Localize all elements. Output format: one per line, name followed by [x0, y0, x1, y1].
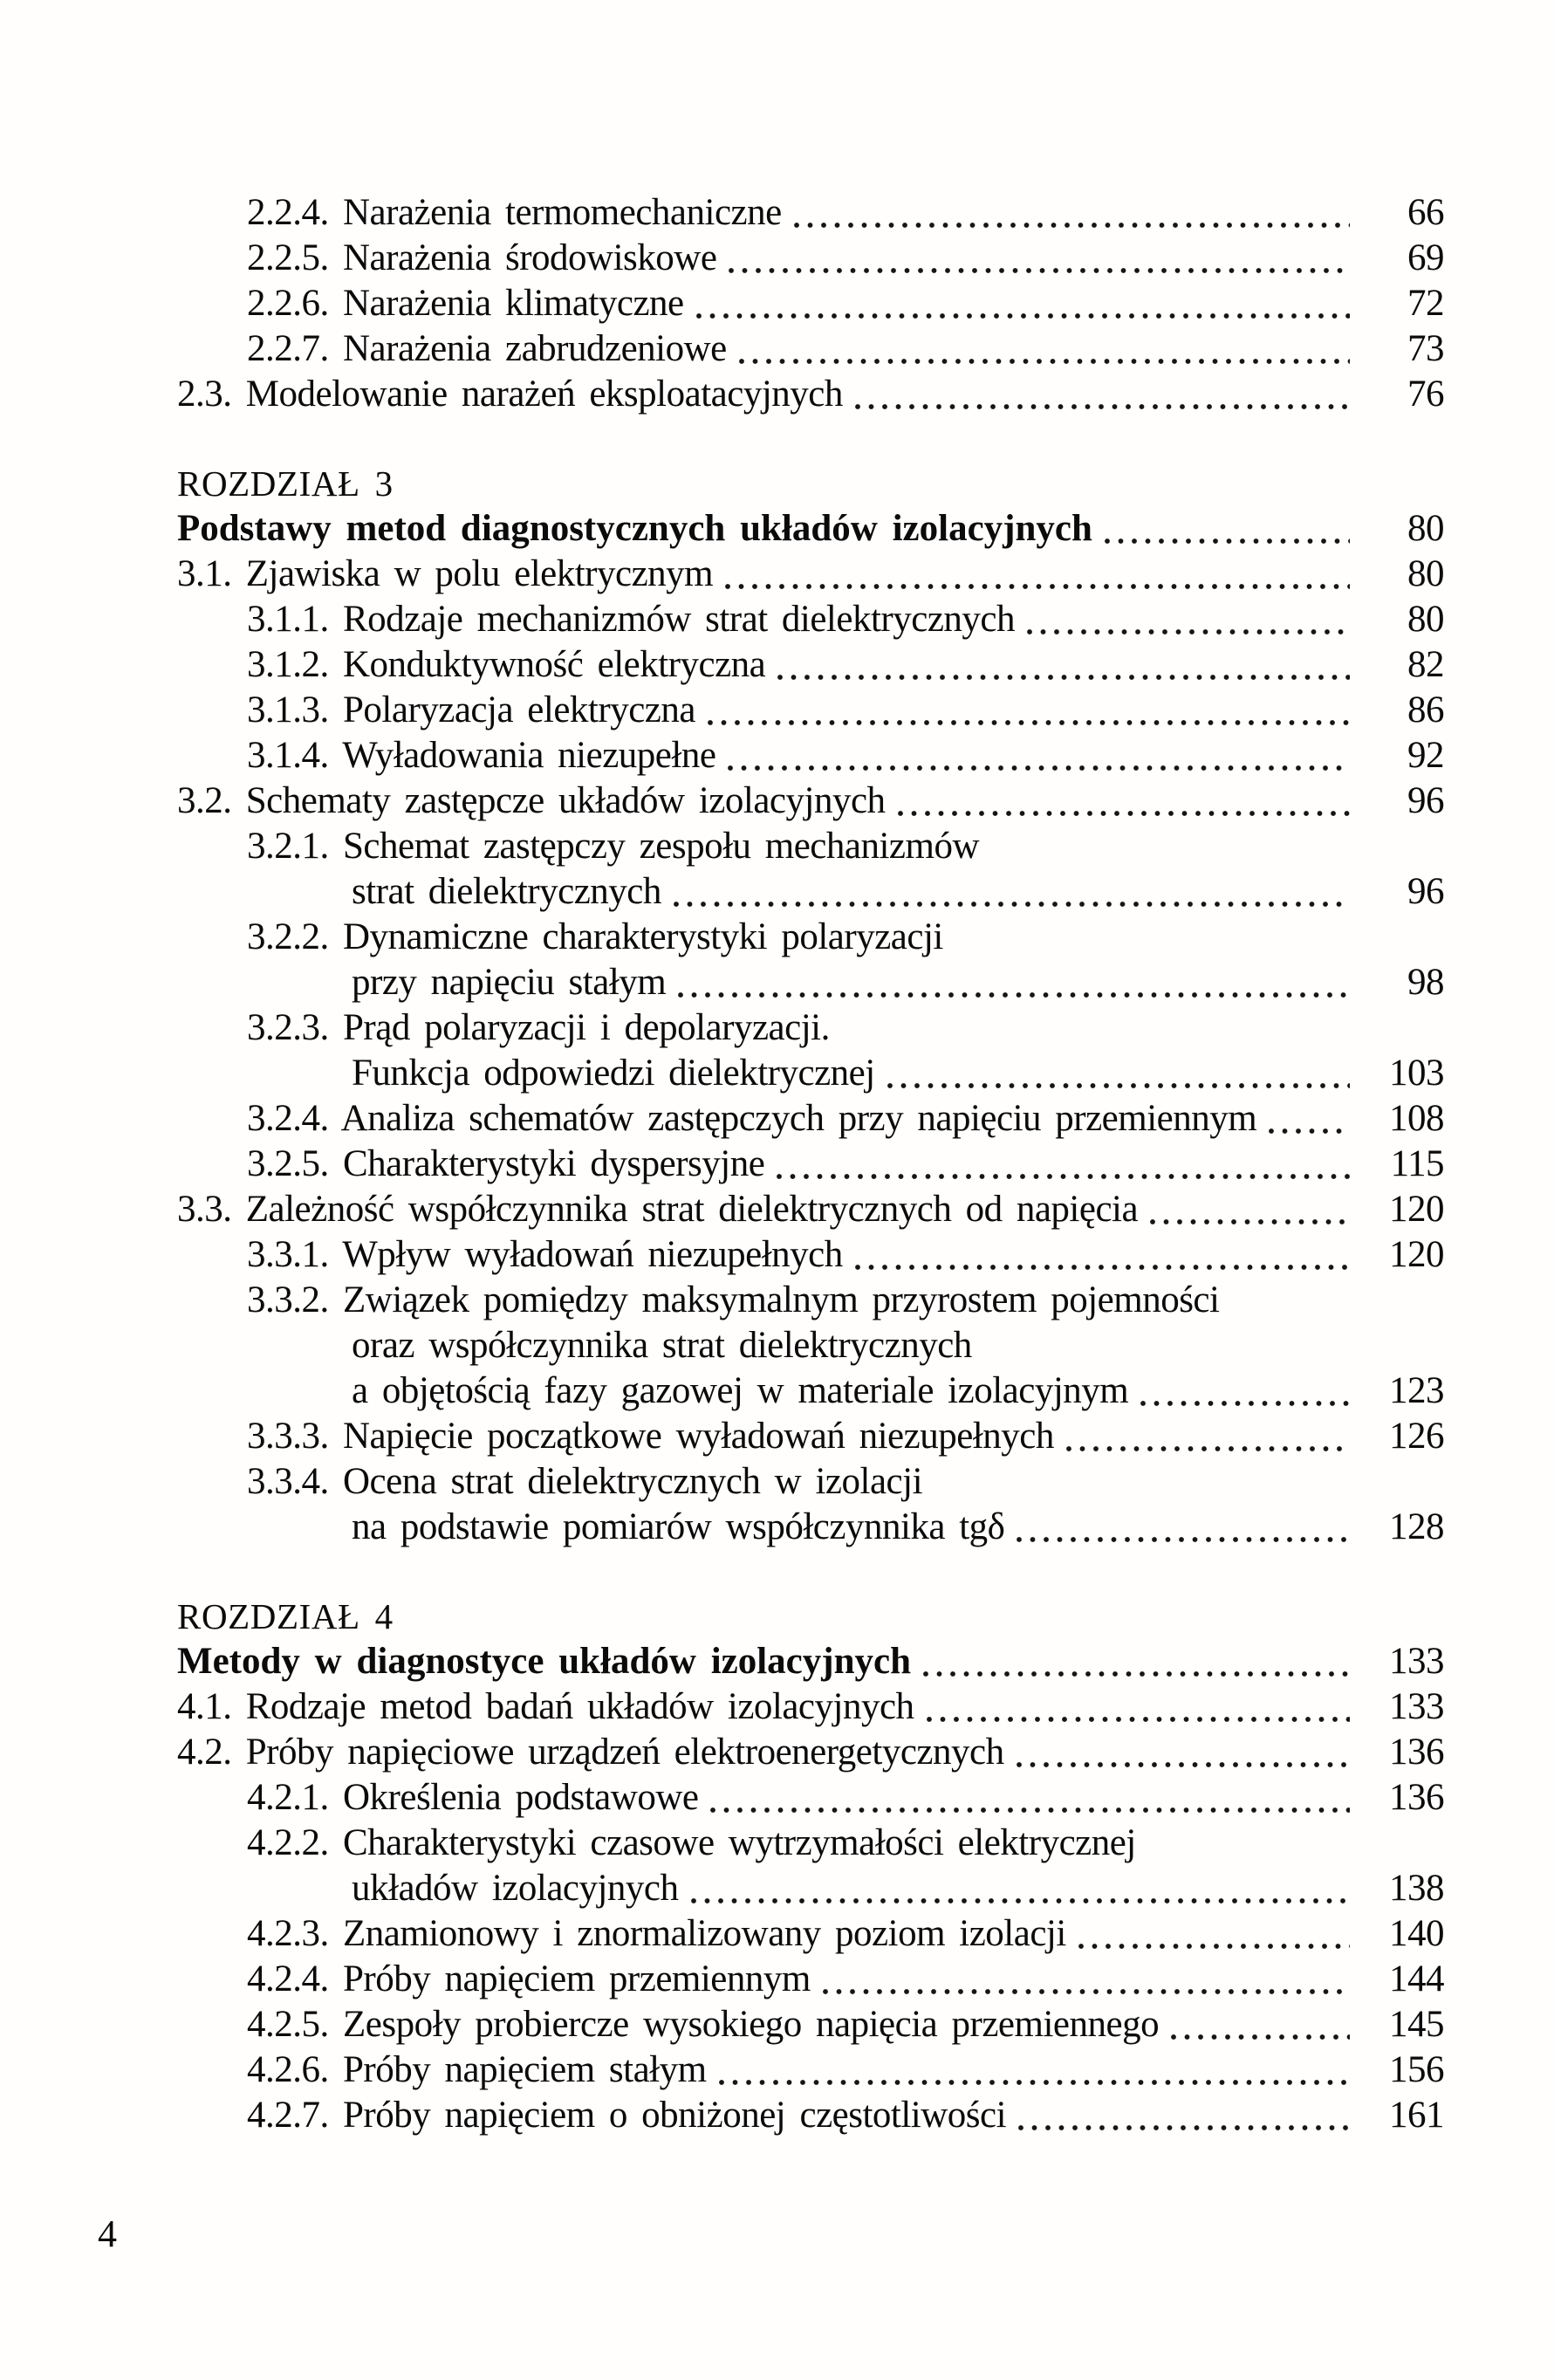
toc-entry-title: 2.2.4. Narażenia termomechaniczne	[247, 192, 782, 233]
toc-entry-title: 3.1.4. Wyładowania niezupełne	[247, 735, 716, 776]
toc-entry-page: 123	[1389, 1370, 1444, 1411]
toc-entry-title: 4.2.4. Próby napięciem przemiennym	[247, 1958, 811, 1999]
toc-entry-title: 3.3.3. Napięcie początkowe wyładowań niezupełnych	[247, 1416, 1054, 1457]
dot-leader	[777, 642, 1350, 688]
dot-leader	[691, 1866, 1350, 1911]
toc-entry-title: 3.2.2. Dynamiczne charakterystyki polaryzacji	[247, 916, 943, 957]
toc-entry-page: 92	[1407, 735, 1444, 776]
toc-entry-page: 80	[1407, 553, 1444, 594]
toc-entry-title: oraz współczynnika strat dielektrycznych	[352, 1325, 972, 1366]
toc-entry	[177, 778, 1444, 824]
dot-leader	[1105, 506, 1350, 552]
toc-entry-title: 2.3. Modelowanie narażeń eksploatacyjnych	[177, 374, 843, 415]
dot-leader	[898, 778, 1350, 824]
toc-entry-title: Metody w diagnostyce układów izolacyjnych	[177, 1641, 911, 1682]
toc-entry-page: 108	[1389, 1098, 1444, 1139]
toc-entry-page: 86	[1407, 689, 1444, 730]
toc-entry-title: 3.2.5. Charakterystyki dyspersyjne	[247, 1143, 765, 1184]
toc-entry-page: 69	[1407, 237, 1444, 278]
dot-leader	[728, 733, 1350, 778]
toc-entry	[177, 2093, 1444, 2138]
toc-entry	[177, 1187, 1444, 1232]
toc-entry	[177, 1368, 1444, 1414]
toc-entry-title: 4.2.7. Próby napięciem o obniżonej częstotliwości	[247, 2095, 1007, 2136]
dot-leader	[1018, 2093, 1350, 2138]
toc-entry-title: 4.2.3. Znamionowy i znormalizowany poziom izolacji	[247, 1913, 1066, 1954]
toc-entry-page: 128	[1389, 1506, 1444, 1547]
toc-entry-page: 73	[1407, 328, 1444, 369]
toc-entry	[177, 869, 1444, 915]
toc-entry	[177, 1639, 1444, 1684]
chapter-label: ROZDZIAŁ 4	[177, 1596, 394, 1636]
toc-entry-page: 156	[1389, 2049, 1444, 2090]
toc-entry-page: 136	[1389, 1777, 1444, 1818]
toc-entry-page: 103	[1389, 1053, 1444, 1094]
toc-entry-title: 4.2.2. Charakterystyki czasowe wytrzymałości elektrycznej	[247, 1822, 1136, 1863]
toc-entry	[177, 1278, 1444, 1323]
dot-leader	[710, 1775, 1350, 1821]
dot-leader	[1017, 1730, 1350, 1775]
chapter-label: ROZDZIAŁ 3	[177, 463, 394, 504]
dot-leader	[708, 688, 1350, 733]
toc-entry-title: 4.1. Rodzaje metod badań układów izolacyjnych	[177, 1686, 914, 1727]
toc-entry-page: 161	[1389, 2095, 1444, 2136]
toc-entry-page: 80	[1407, 599, 1444, 640]
toc-entry-title: 4.2.1. Określenia podstawowe	[247, 1777, 699, 1818]
dot-leader	[927, 1684, 1350, 1730]
toc-entry-title: 2.2.6. Narażenia klimatyczne	[247, 283, 684, 324]
toc-entry	[177, 1051, 1444, 1096]
dot-leader	[1017, 1505, 1350, 1550]
toc-entry	[177, 1232, 1444, 1278]
toc-entry	[177, 1866, 1444, 1911]
toc-entry	[177, 824, 1444, 869]
toc-entry-title: na podstawie pomiarów współczynnika tgδ	[352, 1506, 1005, 1547]
toc-entry	[177, 1957, 1444, 2002]
dot-leader	[678, 960, 1350, 1005]
toc-entry	[177, 552, 1444, 597]
toc-entry	[177, 2002, 1444, 2047]
dot-leader	[777, 1142, 1350, 1187]
dot-leader	[887, 1051, 1350, 1096]
toc-entry	[177, 642, 1444, 688]
dot-leader	[855, 1232, 1350, 1278]
toc-entry-title: 4.2.6. Próby napięciem stałym	[247, 2049, 707, 2090]
toc-entry-page: 140	[1389, 1913, 1444, 1954]
toc-entry-page: 96	[1407, 871, 1444, 912]
toc-entry	[177, 1459, 1444, 1505]
toc-entry	[177, 1142, 1444, 1187]
dot-leader	[823, 1957, 1350, 2002]
toc-entry-title: 3.1.2. Konduktywność elektryczna	[247, 644, 766, 685]
toc-entry-title: 3.3.4. Ocena strat dielektrycznych w izolacji	[247, 1461, 923, 1502]
toc-entry-title: 2.2.5. Narażenia środowiskowe	[247, 237, 717, 278]
toc-entry-title: 3.2.4. Analiza schematów zastępczych przy napięciu przemiennym	[247, 1098, 1257, 1139]
dot-leader	[696, 281, 1350, 326]
toc-entry	[177, 281, 1444, 326]
dot-leader	[739, 326, 1350, 372]
toc-entry-title: 3.1. Zjawiska w polu elektrycznym	[177, 553, 714, 594]
toc-entry	[177, 1730, 1444, 1775]
toc-entry-title: 3.2. Schematy zastępcze układów izolacyjnych	[177, 780, 886, 821]
toc-entry-page: 72	[1407, 283, 1444, 324]
toc-entry	[177, 733, 1444, 778]
dot-leader	[1150, 1187, 1350, 1232]
toc-entry-page: 120	[1389, 1189, 1444, 1230]
toc-entry	[177, 960, 1444, 1005]
toc-entry-title: 3.1.1. Rodzaje mechanizmów strat dielektrycznych	[247, 599, 1015, 640]
toc-entry	[177, 1323, 1444, 1368]
toc-entry	[177, 236, 1444, 281]
dot-leader	[1066, 1414, 1350, 1459]
toc-entry-page: 76	[1407, 374, 1444, 415]
toc-entry-page: 145	[1389, 2004, 1444, 2045]
toc-entry-title: 3.1.3. Polaryzacja elektryczna	[247, 689, 695, 730]
toc-entry	[177, 1414, 1444, 1459]
toc-entry	[177, 1684, 1444, 1730]
toc-entry-title: Podstawy metod diagnostycznych układów izolacyjnych	[177, 508, 1092, 549]
toc-entry	[177, 326, 1444, 372]
toc-entry-page: 133	[1389, 1686, 1444, 1727]
toc-chapter-heading	[177, 1594, 1444, 1639]
toc-entry-title: 3.2.1. Schemat zastępczy zespołu mechanizmów	[247, 826, 980, 867]
toc-entry-title: a objętością fazy gazowej w materiale izolacyjnym	[352, 1370, 1129, 1411]
toc-entry-page: 66	[1407, 192, 1444, 233]
toc-entry-title: 4.2. Próby napięciowe urządzeń elektroenergetycznych	[177, 1732, 1004, 1773]
dot-leader	[1027, 597, 1350, 642]
page-number: 4	[98, 2212, 117, 2255]
dot-leader	[674, 869, 1350, 915]
toc-entry	[177, 597, 1444, 642]
toc-entry	[177, 1096, 1444, 1142]
toc-entry	[177, 1775, 1444, 1821]
toc-entry-page: 136	[1389, 1732, 1444, 1773]
toc-entry-page: 80	[1407, 508, 1444, 549]
dot-leader	[1078, 1911, 1350, 1957]
dot-leader	[719, 2047, 1350, 2093]
toc-entry-page: 133	[1389, 1641, 1444, 1682]
toc-entry-title: strat dielektrycznych	[352, 871, 661, 912]
toc-list	[177, 190, 1444, 2138]
toc-entry-title: 3.2.3. Prąd polaryzacji i depolaryzacji.	[247, 1007, 830, 1048]
toc-entry-title: 3.3.2. Związek pomiędzy maksymalnym przyrostem pojemności	[247, 1279, 1220, 1320]
toc-chapter-heading	[177, 461, 1444, 506]
toc-entry-title: Funkcja odpowiedzi dielektrycznej	[352, 1053, 875, 1094]
toc-entry-page: 138	[1389, 1868, 1444, 1909]
toc-entry-page: 98	[1407, 962, 1444, 1003]
toc-entry-page: 120	[1389, 1234, 1444, 1275]
toc-entry	[177, 688, 1444, 733]
dot-leader	[794, 190, 1350, 236]
toc-entry	[177, 1821, 1444, 1866]
toc-entry-page: 126	[1389, 1416, 1444, 1457]
toc-entry	[177, 1911, 1444, 1957]
toc-entry-title: 3.3.1. Wpływ wyładowań niezupełnych	[247, 1234, 843, 1275]
toc-entry-page: 82	[1407, 644, 1444, 685]
toc-entry	[177, 915, 1444, 960]
toc-entry	[177, 190, 1444, 236]
dot-leader	[729, 236, 1350, 281]
dot-leader	[855, 372, 1350, 417]
toc-entry-title: układów izolacyjnych	[352, 1868, 679, 1909]
toc-entry-title: 3.3. Zależność współczynnika strat dielektrycznych od napięcia	[177, 1189, 1139, 1230]
toc-entry	[177, 372, 1444, 417]
toc-entry-page: 115	[1390, 1143, 1444, 1184]
toc-entry-title: 2.2.7. Narażenia zabrudzeniowe	[247, 328, 727, 369]
toc-entry	[177, 2047, 1444, 2093]
dot-leader	[1171, 2002, 1350, 2047]
toc-entry-title: 4.2.5. Zespoły probiercze wysokiego napięcia przemiennego	[247, 2004, 1160, 2045]
dot-leader	[725, 552, 1350, 597]
toc-entry-page: 144	[1389, 1958, 1444, 1999]
toc-entry-page: 96	[1407, 780, 1444, 821]
toc-entry	[177, 1505, 1444, 1550]
toc-entry-title: przy napięciu stałym	[352, 962, 667, 1003]
dot-leader	[1140, 1368, 1350, 1414]
toc-entry	[177, 506, 1444, 552]
dot-leader	[1269, 1096, 1350, 1142]
dot-leader	[923, 1639, 1350, 1684]
toc-entry	[177, 1005, 1444, 1051]
